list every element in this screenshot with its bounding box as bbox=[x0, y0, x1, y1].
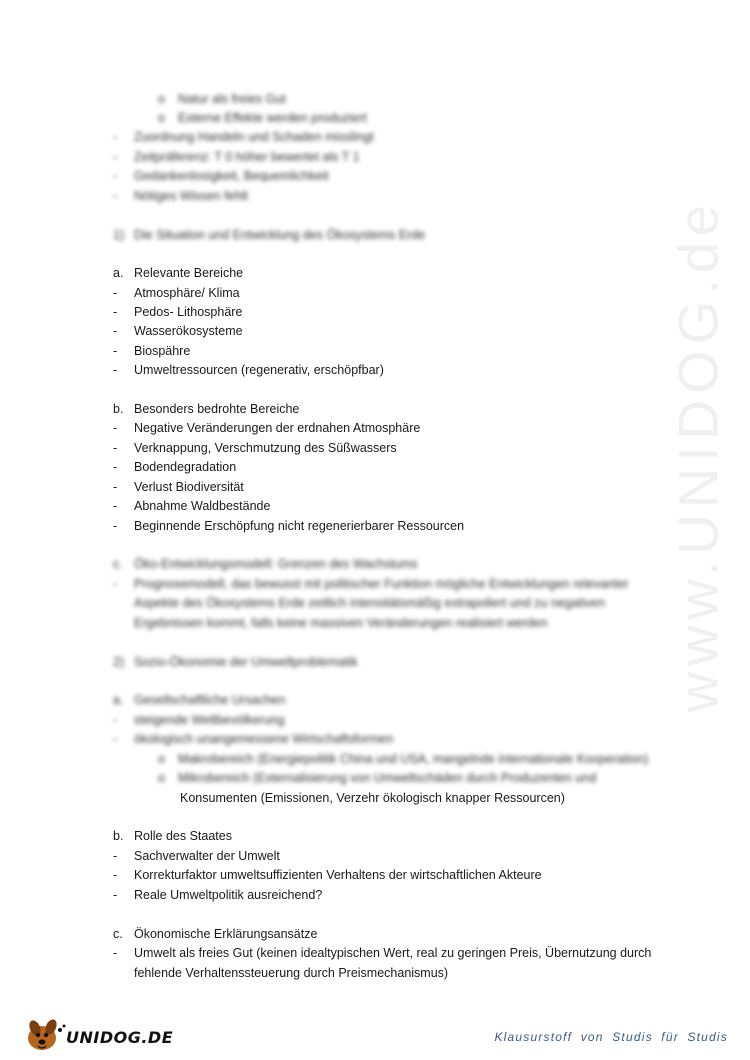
footer-brand-name: UNIDOG.DE bbox=[66, 1028, 174, 1047]
document-page: www.UNIDOG.de o Natur als freies Gut o Externe Effekte werden produziert - Zuordnung Handeln und Schaden misslingt - Zeitpräferenz: T 0 höher bewertet als T 1 - Gedankenlosigkeit, Bequemlichkeit - Nötiges Wissen fehlt 1) Die Situation und Entwicklung des Ökosystems Erde a. Relevante Bereiche - Atmosphäre/ Klima - Pedos- Lithosphäre - Wasserökosysteme - Biospähre - Umweltressourcen (regenerativ, erschöpfbar) b. Besonders bedrohte Bereiche - Negative Veränderungen der erdnahen Atmosphäre - Verknappung, Verschmutzung des Süßwassers - Bodendegradation - Verlust Biodiversität - Abnahme Waldbestände - Beginnende Erschöpfung nicht regenerierbarer Ressourcen c. Öko-Entwicklungsmodell: Grenzen des Wachstums - Prognosemodell, das bewusst mit politischer Funktion mögliche Entwicklungen relevanter Aspekte des Ökosystems Erde zeitlich intensitätsmäßig extrapoliert und zu negativen Ergebnissen kommt, falls keine massiven Veränderungen realisiert werden 2) Sozio-Ökonomie der Umweltproblematik a. Gesellschaftliche Ursachen - steigende Weltbevölkerung - ökologisch unangemessene Wirtschaftsformen o Makrobereich (Energiepolitik China und USA, mangelnde internationale Kooperation) o Mikrobereich (Externalisierung von Umweltschäden durch Produzenten und Konsumenten (Emissionen, Verzehr ökologisch knapper Ressourcen) b. Rolle des Staates - Sachverwalter der Umwelt - Korrekturfaktor umweltsuffizienten Verhaltens der wirtschaftlichen Akteure - Reale Umweltpolitik ausreichend? c. Ökonomische Erklärungsansätze - Umwelt als freies Gut (keinen idealtypischen Wert, real zu geringen Preis, Übernutzung durch fehlende Verhaltenssteuerung durch Preismechanismus) UNIDOG.DE Klausurstoff von Studis für Studis bbox=[0, 0, 750, 1060]
footer-logo[interactable] bbox=[22, 1014, 174, 1054]
watermark-text: www.UNIDOG.de bbox=[666, 198, 730, 713]
footer-tagline: Klausurstoff von Studis für Studis bbox=[494, 1030, 728, 1044]
dog-mascot-icon bbox=[22, 1014, 68, 1054]
